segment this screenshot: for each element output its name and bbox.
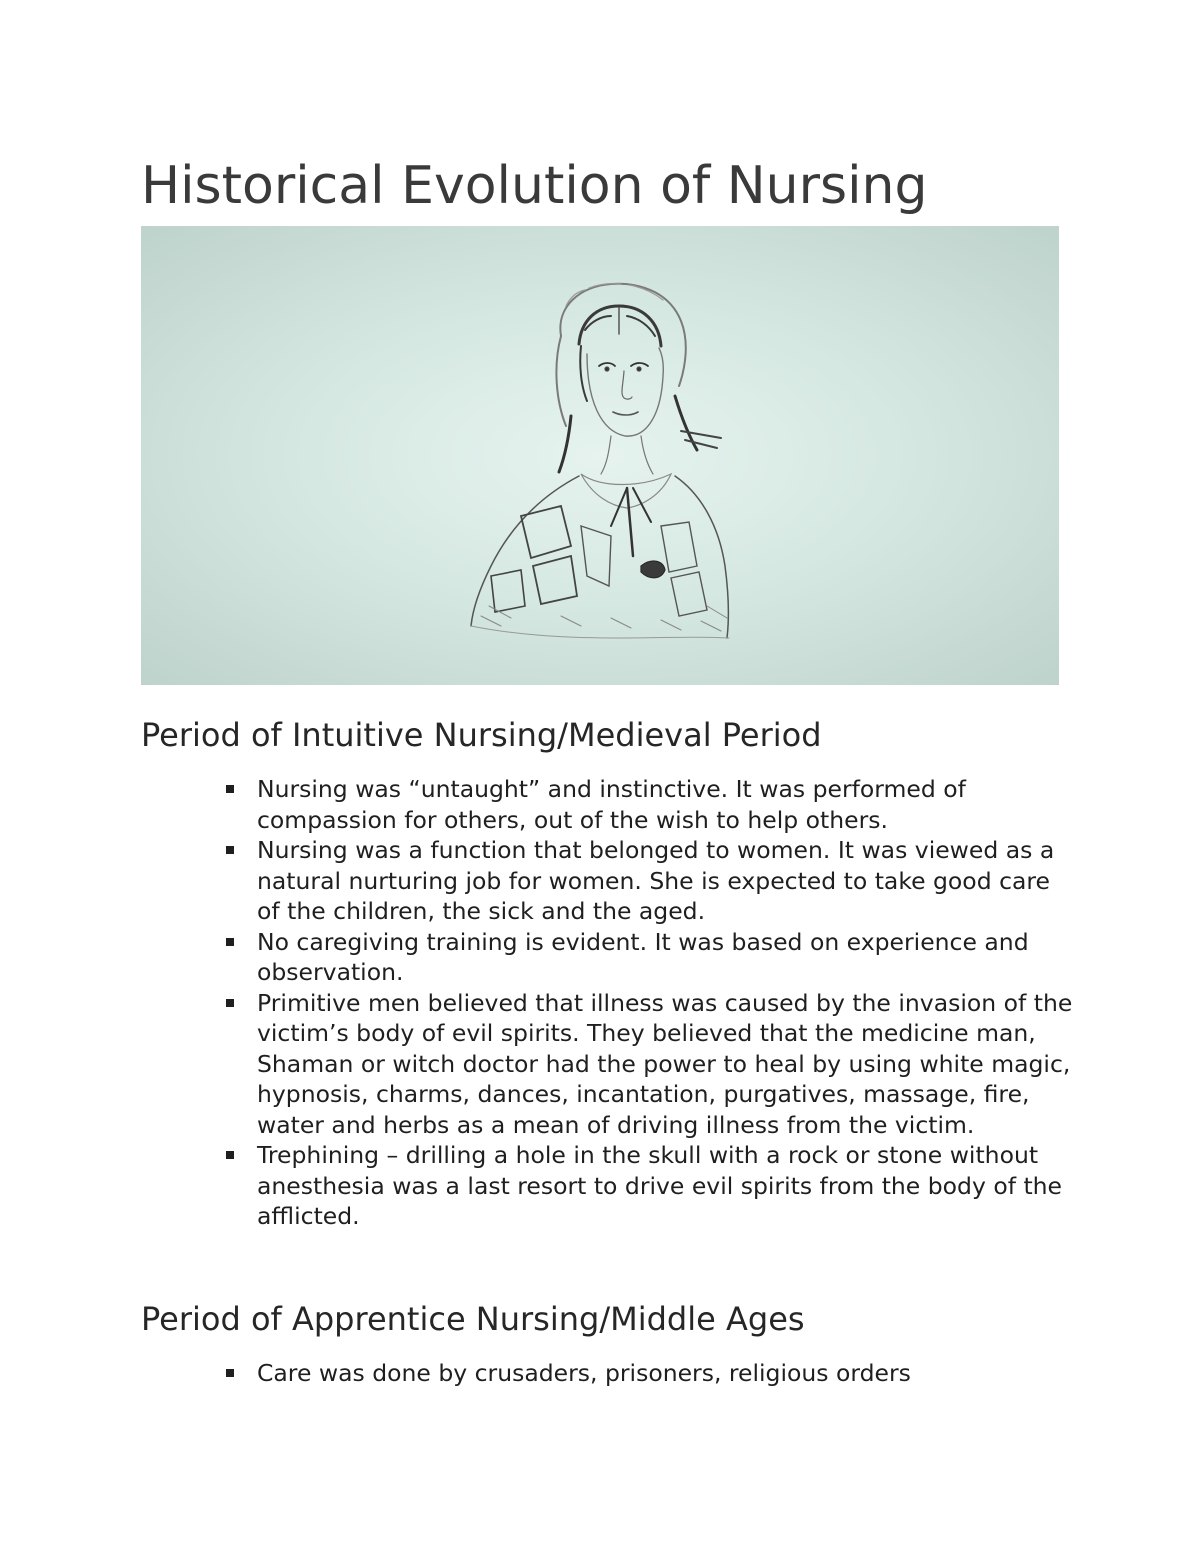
list-item [257, 835, 1077, 927]
list-item-text: No caregiving training is evident. It was based on experience and observation. [257, 927, 1029, 986]
square-bullet-icon [226, 846, 234, 854]
list-item-text: Trephining – drilling a hole in the skull with a rock or stone without anesthesia was a last resort to drive evil spirits from the body of the afflicted. [257, 1141, 1063, 1230]
page-title: Historical Evolution of Nursing [141, 156, 928, 216]
engraving-portrait [141, 226, 1059, 685]
list-item [257, 1358, 1077, 1389]
list-item-text: Primitive men believed that illness was caused by the invasion of the victim’s body of evil spirits. They believed that the medicine man, Shaman or witch doctor had the power to heal by using white magic, hypnosis, charms, dances, incantation, purgatives, massage, fire, water and herbs as a mean of driving illness from the victim. [257, 988, 1073, 1139]
bullet-list-intuitive-nursing [257, 774, 1077, 1232]
square-bullet-icon [226, 1369, 234, 1377]
list-item [257, 927, 1077, 988]
list-item-text: Care was done by crusaders, prisoners, religious orders [257, 1359, 911, 1387]
square-bullet-icon [226, 999, 234, 1007]
square-bullet-icon [226, 938, 234, 946]
list-item-text: Nursing was “untaught” and instinctive. It was performed of compassion for others, out of the wish to help others. [257, 775, 966, 834]
square-bullet-icon [226, 1151, 234, 1159]
portrait-image [141, 226, 1059, 685]
square-bullet-icon [226, 785, 234, 793]
bullet-list-apprentice-nursing [257, 1358, 1077, 1389]
section-heading-apprentice-nursing: Period of Apprentice Nursing/Middle Ages [141, 1300, 805, 1338]
list-item [257, 1140, 1077, 1232]
list-item [257, 774, 1077, 835]
section-heading-intuitive-nursing: Period of Intuitive Nursing/Medieval Period [141, 716, 822, 754]
list-item [257, 988, 1077, 1141]
list-item-text: Nursing was a function that belonged to women. It was viewed as a natural nurturing job for women. She is expected to take good care of the children, the sick and the aged. [257, 836, 1055, 925]
